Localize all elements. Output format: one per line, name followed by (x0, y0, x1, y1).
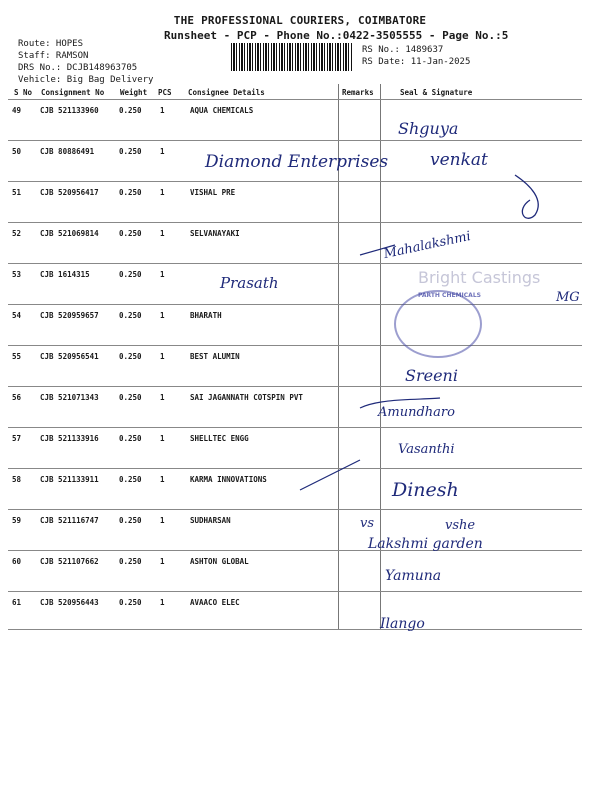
row-sno: 56 (12, 393, 22, 402)
row-divider (8, 509, 582, 510)
row-consignment: CJB 521071343 (40, 393, 99, 402)
row-weight: 0.250 (119, 311, 142, 320)
row-consignee: BHARATH (190, 311, 222, 320)
row-consignee: ASHTON GLOBAL (190, 557, 249, 566)
route-label: Route: HOPES (18, 39, 84, 49)
row-pcs: 1 (160, 557, 165, 566)
row-pcs: 1 (160, 270, 165, 279)
row-pcs: 1 (160, 352, 165, 361)
row-divider (8, 386, 582, 387)
row-divider (8, 181, 582, 182)
row-consignee: KARMA INNOVATIONS (190, 475, 267, 484)
rs-date: RS Date: 11-Jan-2025 (362, 57, 471, 67)
handwritten-diamond: Diamond Enterprises (205, 152, 389, 172)
handwritten-vshe: vshe (445, 518, 476, 533)
row-sno: 57 (12, 434, 22, 443)
row-weight: 0.250 (119, 270, 142, 279)
row-sno: 60 (12, 557, 22, 566)
row-weight: 0.250 (119, 516, 142, 525)
col-header-consignment: Consignment No (41, 88, 105, 97)
row-consignment: CJB 521133916 (40, 434, 99, 443)
col-header-seal: Seal & Signature (400, 88, 473, 97)
row-weight: 0.250 (119, 352, 142, 361)
row-weight: 0.250 (119, 393, 142, 402)
runsheet-title: THE PROFESSIONAL COURIERS, COIMBATORE (173, 14, 427, 27)
row-consignment: CJB 521107662 (40, 557, 99, 566)
row-weight: 0.250 (119, 229, 142, 238)
row-consignment: CJB 520959657 (40, 311, 99, 320)
row-pcs: 1 (160, 311, 165, 320)
watermark-text: Bright Castings (418, 268, 541, 287)
row-divider (8, 468, 582, 469)
row-consignment: CJB 521133960 (40, 106, 99, 115)
row-consignment: CJB 520956541 (40, 352, 99, 361)
row-divider (8, 629, 582, 630)
row-divider (8, 345, 582, 346)
row-sno: 50 (12, 147, 22, 156)
signature-55: Sreeni (405, 366, 458, 385)
signature-58: Dinesh (392, 479, 459, 501)
row-consignment: CJB 80886491 (40, 147, 95, 156)
row-consignee: SHELLTEC ENGG (190, 434, 249, 443)
row-consignment: CJB 520956443 (40, 598, 99, 607)
row-sno: 49 (12, 106, 22, 115)
row-divider (8, 99, 582, 100)
row-sno: 54 (12, 311, 22, 320)
row-sno: 51 (12, 188, 22, 197)
signature-59: Lakshmi garden (368, 536, 483, 552)
row-consignment: CJB 520956417 (40, 188, 99, 197)
col-header-sno: S No (14, 88, 33, 97)
row-weight: 0.250 (119, 598, 142, 607)
row-divider (8, 304, 582, 305)
row-pcs: 1 (160, 434, 165, 443)
signature-53: Prasath (220, 274, 279, 292)
row-pcs: 1 (160, 229, 165, 238)
row-sno: 61 (12, 598, 22, 607)
row-consignee: AQUA CHEMICALS (190, 106, 254, 115)
row-pcs: 1 (160, 598, 165, 607)
rs-number: RS No.: 1489637 (362, 45, 444, 55)
handwritten-mahalakshmi: Mahalakshmi (382, 228, 473, 263)
row-weight: 0.250 (119, 557, 142, 566)
signature-60: Yamuna (385, 568, 442, 584)
row-sno: 53 (12, 270, 22, 279)
row-consignment: CJB 521133911 (40, 475, 99, 484)
signature-57: Vasanthi (398, 442, 455, 457)
signature-56: Amundharo (378, 405, 455, 420)
handwritten-mg: MG (556, 290, 580, 305)
handwritten-vs: vs (360, 516, 375, 531)
stamp-text: PARTH CHEMICALS (418, 292, 481, 299)
row-weight: 0.250 (119, 188, 142, 197)
signature-50: venkat (430, 150, 488, 170)
staff-label: Staff: RAMSON (18, 51, 89, 61)
scribble-58 (300, 460, 360, 490)
signature-61: Ilango (380, 616, 425, 632)
row-divider (8, 263, 582, 264)
row-weight: 0.250 (119, 147, 142, 156)
row-consignee: BEST ALUMIN (190, 352, 240, 361)
row-consignment: CJB 521069814 (40, 229, 99, 238)
col-header-remarks: Remarks (342, 88, 374, 97)
row-pcs: 1 (160, 393, 165, 402)
row-weight: 0.250 (119, 106, 142, 115)
col-header-pcs: PCS (158, 88, 172, 97)
row-divider (8, 222, 582, 223)
row-consignee: VISHAL PRE (190, 188, 236, 197)
row-consignment: CJB 1614315 (40, 270, 90, 279)
row-consignee: AVAACO ELEC (190, 598, 240, 607)
row-consignee: SAI JAGANNATH COTSPIN PVT (190, 393, 303, 402)
row-sno: 58 (12, 475, 22, 484)
vehicle-label: Vehicle: Big Bag Delivery (18, 75, 154, 85)
company-stamp (394, 290, 482, 358)
row-pcs: 1 (160, 147, 165, 156)
row-divider (8, 140, 582, 141)
col-header-consignee: Consignee Details (188, 88, 265, 97)
row-pcs: 1 (160, 106, 165, 115)
row-consignee: SELVANAYAKI (190, 229, 240, 238)
drs-number: DRS No.: DCJB148963705 (18, 63, 138, 73)
row-sno: 55 (12, 352, 22, 361)
row-sno: 59 (12, 516, 22, 525)
row-pcs: 1 (160, 188, 165, 197)
row-consignment: CJB 521116747 (40, 516, 99, 525)
row-divider (8, 591, 582, 592)
row-sno: 52 (12, 229, 22, 238)
row-pcs: 1 (160, 475, 165, 484)
row-divider (8, 550, 582, 551)
row-pcs: 1 (160, 516, 165, 525)
signature-49: Shguya (398, 119, 459, 138)
row-weight: 0.250 (119, 475, 142, 484)
row-divider (8, 427, 582, 428)
col-header-weight: Weight (120, 88, 148, 97)
runsheet-subtitle: Runsheet - PCP - Phone No.:0422-3505555 - Page No.:5 (164, 29, 509, 42)
row-consignee: SUDHARSAN (190, 516, 231, 525)
row-weight: 0.250 (119, 434, 142, 443)
barcode-image (231, 43, 353, 71)
